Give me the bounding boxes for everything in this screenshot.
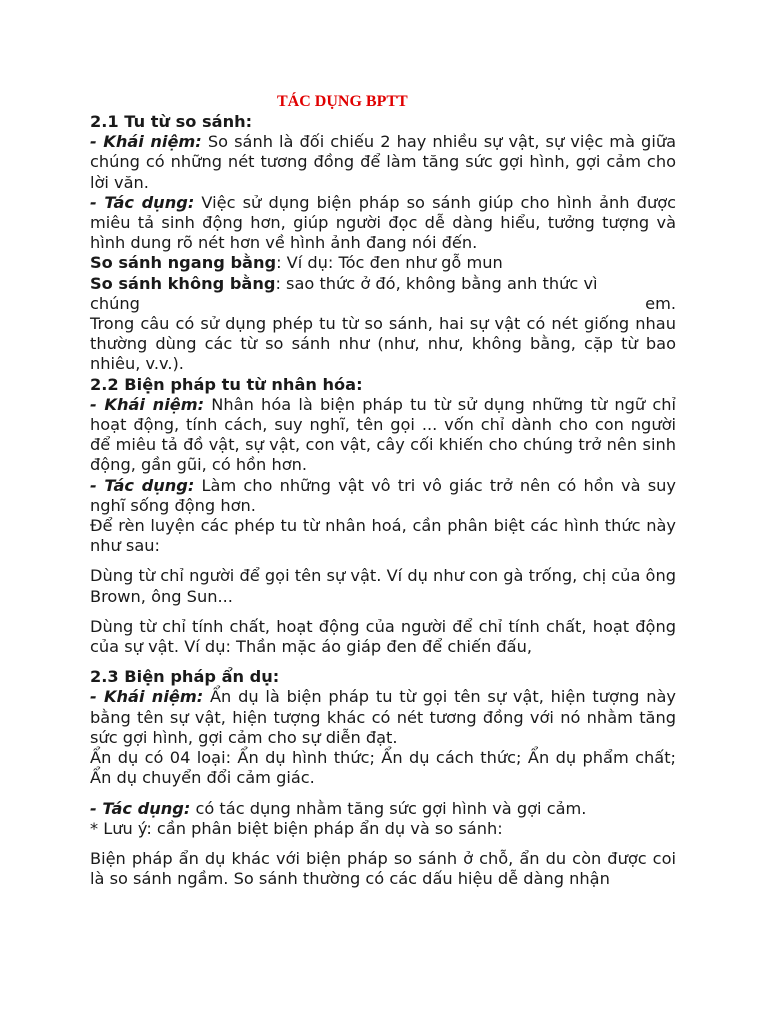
effect-label: - Tác dụng: <box>90 798 191 818</box>
simile-equal <box>90 253 676 273</box>
effect-label: - Tác dụng: <box>90 475 195 495</box>
unequal-cont-right: em. <box>645 293 676 313</box>
concept-text: So sánh là đối chiếu 2 hay nhiều sự vật, sự việc mà giữa chúng có những nét tương đồng để làm tăng sức gợi hình, gợi cảm cho lời văn. <box>90 132 677 192</box>
equal-label: So sánh ngang bằng <box>90 253 277 273</box>
section-heading-personification: 2.2 Biện pháp tu từ nhân hóa: <box>90 374 363 394</box>
personification-form-2: Dùng từ chỉ tính chất, hoạt động của người để chỉ tính chất, hoạt động của sự vật. Ví dụ: Thần mặc áo giáp đen để chiến đấu, <box>90 616 676 657</box>
document-title: TÁC DỤNG BPTT <box>277 93 408 110</box>
concept-label: - Khái niệm: <box>90 687 204 707</box>
concept-text: Nhân hóa là biện pháp tu từ sử dụng những từ ngữ chỉ hoạt động, tính cách, suy nghĩ, tên gọi ... vốn chỉ dành cho con người để miêu tả đồ vật, sự vật, con vật, cây cối khiến cho chúng trở nên sinh động, gần gũi, có hồn hơn. <box>90 394 677 475</box>
effect-text: có tác dụng nhằm tăng sức gợi hình và gợi cảm. <box>190 798 587 818</box>
simile-unequal-continuation <box>90 294 676 314</box>
unequal-text: : sao thức ở đó, không bằng anh thức vì <box>275 273 598 293</box>
section-heading-metaphor: 2.3 Biện pháp ẩn dụ: <box>90 667 280 687</box>
personification-effect <box>90 476 676 516</box>
personification-practice: Để rèn luyện các phép tu từ nhân hoá, cần phân biệt các hình thức này như sau: <box>90 516 676 556</box>
effect-text: Làm cho những vật vô tri vô giác trở nên có hồn và suy nghĩ sống động hơn. <box>90 475 676 515</box>
effect-text: Việc sử dụng biện pháp so sánh giúp cho hình ảnh được miêu tả sinh động hơn, giúp người đọc dễ dàng hiểu, tưởng tượng và hình dung rõ nét hơn về hình ảnh đang nói đến. <box>90 192 677 253</box>
personification-form-1: Dùng từ chỉ người để gọi tên sự vật. Ví dụ như con gà trống, chị của ông Brown, ông Sun... <box>90 566 676 606</box>
effect-label: - Tác dụng: <box>90 192 195 212</box>
document-body <box>90 92 676 889</box>
unequal-cont-left: chúng <box>90 293 140 313</box>
metaphor-concept <box>90 687 676 748</box>
metaphor-types: Ẩn dụ có 04 loại: Ẩn dụ hình thức; Ẩn dụ cách thức; Ẩn dụ phẩm chất; Ẩn dụ chuyển đổi cảm giác. <box>90 748 676 788</box>
personification-concept <box>90 395 676 476</box>
simile-concept <box>90 132 676 193</box>
metaphor-note: * Lưu ý: cần phân biệt biện pháp ẩn dụ và so sánh: <box>90 818 503 838</box>
unequal-label: So sánh không bằng <box>90 273 276 293</box>
section-heading-simile: 2.1 Tu từ so sánh: <box>90 112 253 131</box>
simile-unequal <box>90 274 676 294</box>
metaphor-difference: Biện pháp ẩn dụ khác với biện pháp so sánh ở chỗ, ẩn du còn được coi là so sánh ngầm. So sánh thường có các dấu hiệu dễ dàng nhận <box>90 848 676 889</box>
concept-label: - Khái niệm: <box>90 394 205 414</box>
metaphor-effect <box>90 799 676 819</box>
simile-note: Trong câu có sử dụng phép tu từ so sánh, hai sự vật có nét giống nhau thường dùng các từ so sánh như (như, như, không bằng, cặp từ bao nhiêu, v.v.). <box>90 314 676 374</box>
concept-label: - Khái niệm: <box>90 132 202 152</box>
simile-effect <box>90 193 676 254</box>
concept-text: Ẩn dụ là biện pháp tu từ gọi tên sự vật, hiện tượng này bằng tên sự vật, hiện tượng khác có nét tương đồng với nó nhằm tăng sức gợi hình, gợi cảm cho sự diễn đạt. <box>90 687 676 747</box>
equal-text: : Ví dụ: Tóc đen như gỗ mun <box>276 253 503 273</box>
